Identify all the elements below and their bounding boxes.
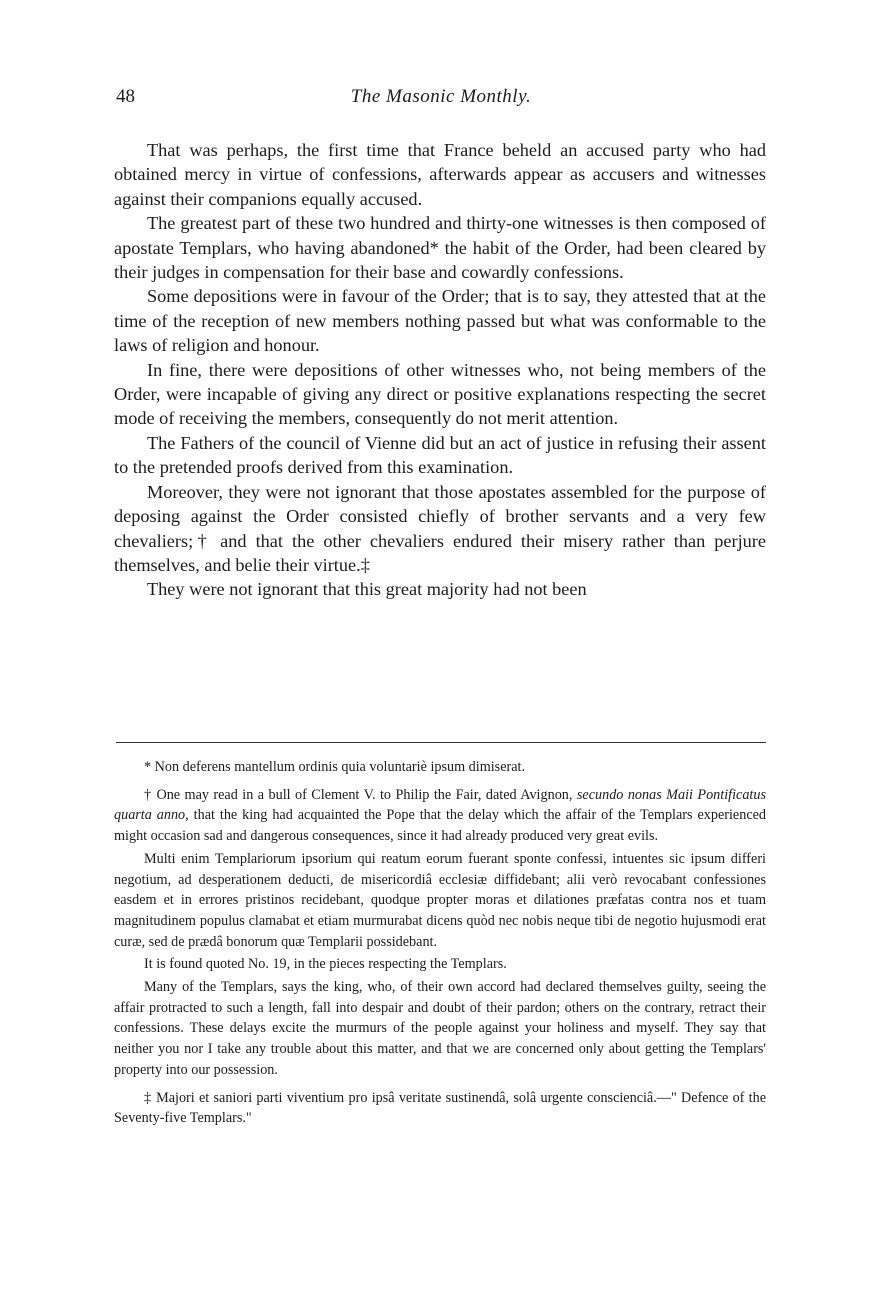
footnote-dagger-lead: † One may read in a bull of Clement V. to Philip the Fair, dated Avignon, — [144, 786, 573, 803]
footnote-dagger-rest: that the king had acquainted the Pope that the delay which the affair of the Templars experienced might occasion sad and dangerous consequences, since it had already produced very great evils. — [114, 807, 767, 845]
footnote-dagger-italic: secundo nonas Maii Pontificatus quarta anno, — [114, 786, 766, 824]
paragraph: The Fathers of the council of Vienne did but an act of justice in refusing their assent to the pretended proofs derived from this examination. — [114, 432, 766, 478]
paragraph: Some depositions were in favour of the Order; that is to say, they attested that at the time of the reception of new members nothing passed but what was conformable to the laws of religion and honour. — [114, 286, 766, 356]
paragraph: They were not ignorant that this great majority had not been — [147, 579, 587, 600]
footnote-translation: Many of the Templars, says the king, who, of their own accord had declared themselves guilty, seeing the affair protracted to such a length, fall into despair and doubt of their pardon; others on the contrary, retract their confessions. These delays excite the murmurs of the people against your holiness and myself. They say that neither you nor I take any trouble about this matter, and that we are concerned only about getting the Templars' property into our possession. — [114, 979, 766, 1078]
body-text — [114, 138, 766, 602]
footnote-latin-quote: Multi enim Templariorum ipsorium qui reatum eorum fuerant sponte confessi, intuentes sic ipsum differi negotium, ad desperationem deducti, de misericordiâ ecclesiæ diffidebant; alii verò revocabant confessiones easdem et in errores pristinos recidebant, quodque propter moras et dilationes præfatas contra nos et tuam magnitudinem populus clamabat et etiam murmurabat dicens quòd nec nobis neque tibi de negotio hujusmodi erat curæ, sed de prædâ bonorum quæ Templarii possidebant. — [114, 850, 766, 950]
paragraph: That was perhaps, the first time that France beheld an accused party who had obtained mercy in virtue of confessions, afterwards appear as accusers and witnesses against their companions equally accused. — [114, 140, 766, 209]
page-header — [116, 86, 766, 114]
paragraph: Moreover, they were not ignorant that those apostates assembled for the purpose of deposing against the Order consisted chiefly of brother servants and a very few chevaliers;† and that the other chevaliers endured their misery rather than perjure themselves, and belie their virtue.‡ — [114, 481, 766, 575]
page-number: 48 — [116, 86, 135, 107]
footnote-dagger — [114, 785, 766, 847]
paragraph: The greatest part of these two hundred and thirty-one witnesses is then composed of apostate Templars, who having abandoned* the habit of the Order, had been cleared by their judges in compensation for their base and cowardly confessions. — [114, 213, 766, 283]
footnote-source: It is found quoted No. 19, in the pieces respecting the Templars. — [144, 956, 507, 973]
running-title: The Masonic Monthly. — [350, 86, 532, 107]
footnote-double-dagger: ‡ Majori et saniori parti viventium pro ipsâ veritate sustinendâ, solâ urgente conscienciâ.—" Defence of the Seventy-five Templars." — [114, 1089, 766, 1127]
paragraph: In fine, there were depositions of other witnesses who, not being members of the Order, were incapable of giving any direct or positive explanations respecting the secret mode of receiving the members, consequently do not merit attention. — [114, 359, 766, 429]
footnote-asterisk: * Non deferens mantellum ordinis quia voluntariè ipsum dimiserat. — [144, 759, 526, 775]
footnote-divider — [116, 742, 766, 743]
footnotes — [114, 757, 766, 1129]
